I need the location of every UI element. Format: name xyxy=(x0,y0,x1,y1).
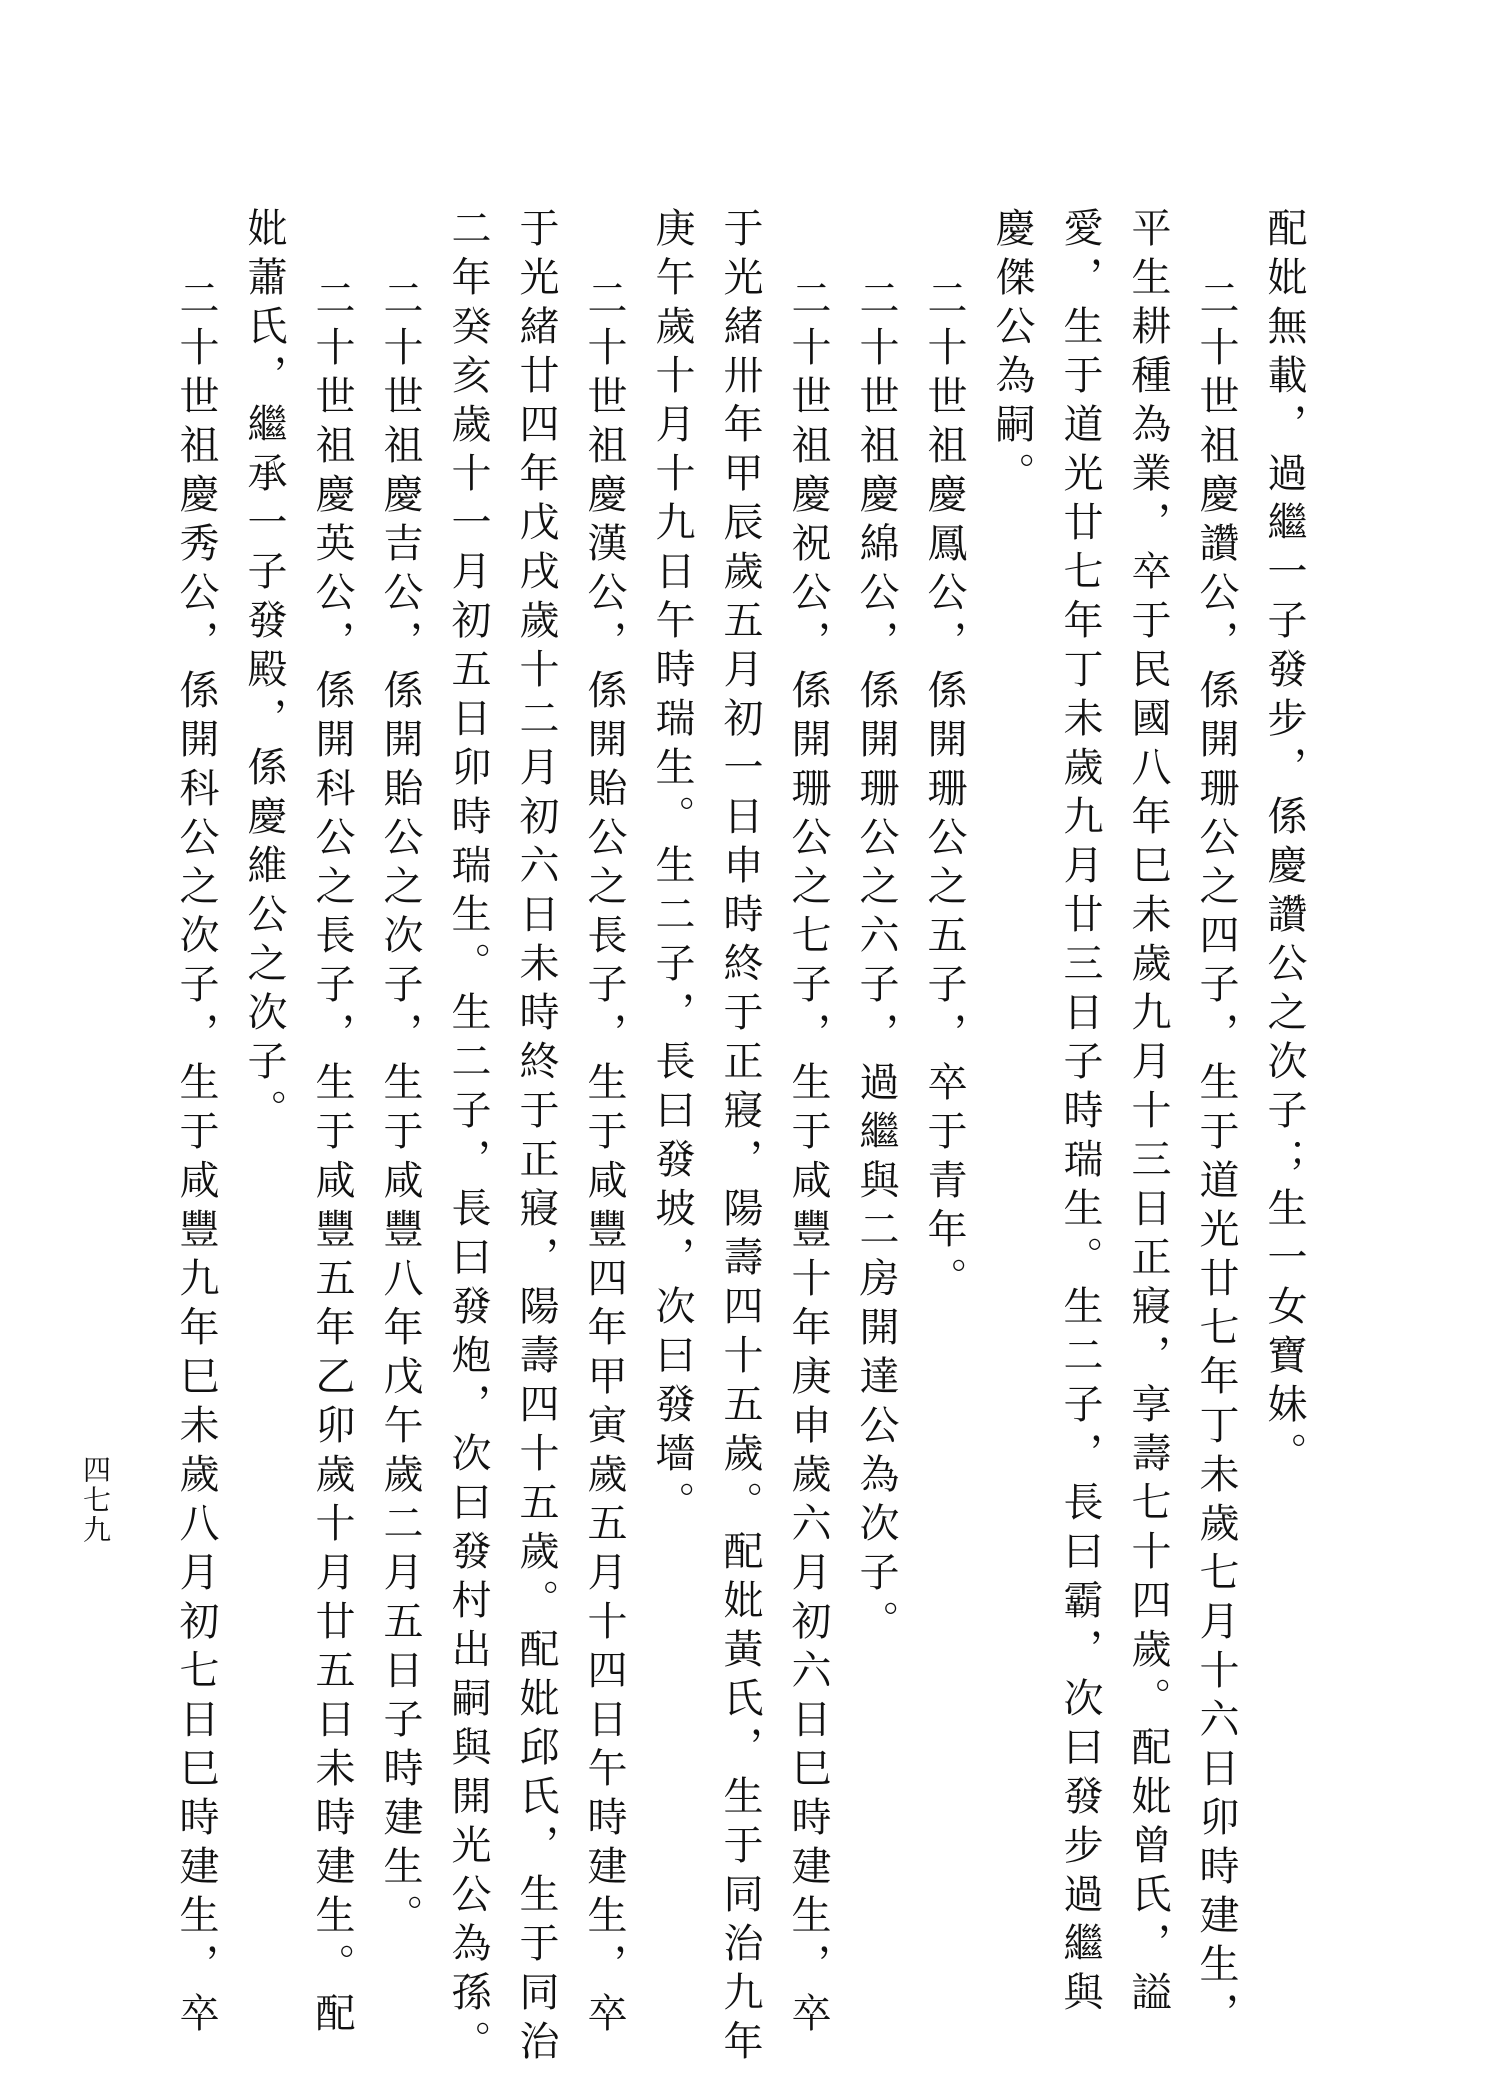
text-column-1: 配妣無載，過繼一子發步，係慶讚公之次子；生一女寶妹。 xyxy=(1261,207,1307,1481)
text-column-3: 平生耕種為業，卒于民國八年巳未歲九月十三日正寢，享壽七十四歲。配妣曾氏，謚 xyxy=(1125,207,1171,2020)
text-column-15: 二十世祖慶英公，係開科公之長子，生于咸豐五年乙卯歲十月廿五日未時建生。配 xyxy=(309,277,355,2041)
text-column-6: 二十世祖慶鳳公，係開珊公之五子，卒于青年。 xyxy=(921,277,967,1306)
text-column-10: 庚午歲十月十九日午時瑞生。生二子，長曰發坡，次曰發墻。 xyxy=(649,207,695,1530)
text-column-9: 于光緒卅年甲辰歲五月初一日申時終于正寢，陽壽四十五歲。配妣黃氏，生于同治九年 xyxy=(717,207,763,2069)
text-column-8: 二十世祖慶祝公，係開珊公之七子，生于咸豐十年庚申歲六月初六日巳時建生，卒 xyxy=(785,277,831,2041)
text-column-2: 二十世祖慶讚公，係開珊公之四子，生于道光廿七年丁未歲七月十六日卯時建生， xyxy=(1193,277,1239,2041)
text-column-12: 于光緒廿四年戊戌歲十二月初六日未時終于正寢，陽壽四十五歲。配妣邱氏，生于同治 xyxy=(513,207,559,2069)
text-column-5: 慶傑公為嗣。 xyxy=(989,207,1035,501)
text-column-16: 妣蕭氏，繼承一子發殿，係慶維公之次子。 xyxy=(241,207,287,1138)
text-column-4: 愛，生于道光廿七年丁未歲九月廿三日子時瑞生。生二子，長曰霸，次曰發步過繼與 xyxy=(1057,207,1103,2020)
text-column-14: 二十世祖慶吉公，係開貽公之次子，生于咸豐八年戊午歲二月五日子時建生。 xyxy=(377,277,423,1943)
page-number: 四七九 xyxy=(79,1455,112,1545)
text-column-7: 二十世祖慶綿公，係開珊公之六子，過繼與二房開達公為次子。 xyxy=(853,277,899,1649)
text-column-11: 二十世祖慶漢公，係開貽公之長子，生于咸豐四年甲寅歲五月十四日午時建生，卒 xyxy=(581,277,627,2041)
text-column-17: 二十世祖慶秀公，係開科公之次子，生于咸豐九年巳未歲八月初七日巳時建生，卒 xyxy=(173,277,219,2041)
text-column-13: 二年癸亥歲十一月初五日卯時瑞生。生二子，長曰發炮，次曰發村出嗣與開光公為孫。 xyxy=(445,207,491,2069)
